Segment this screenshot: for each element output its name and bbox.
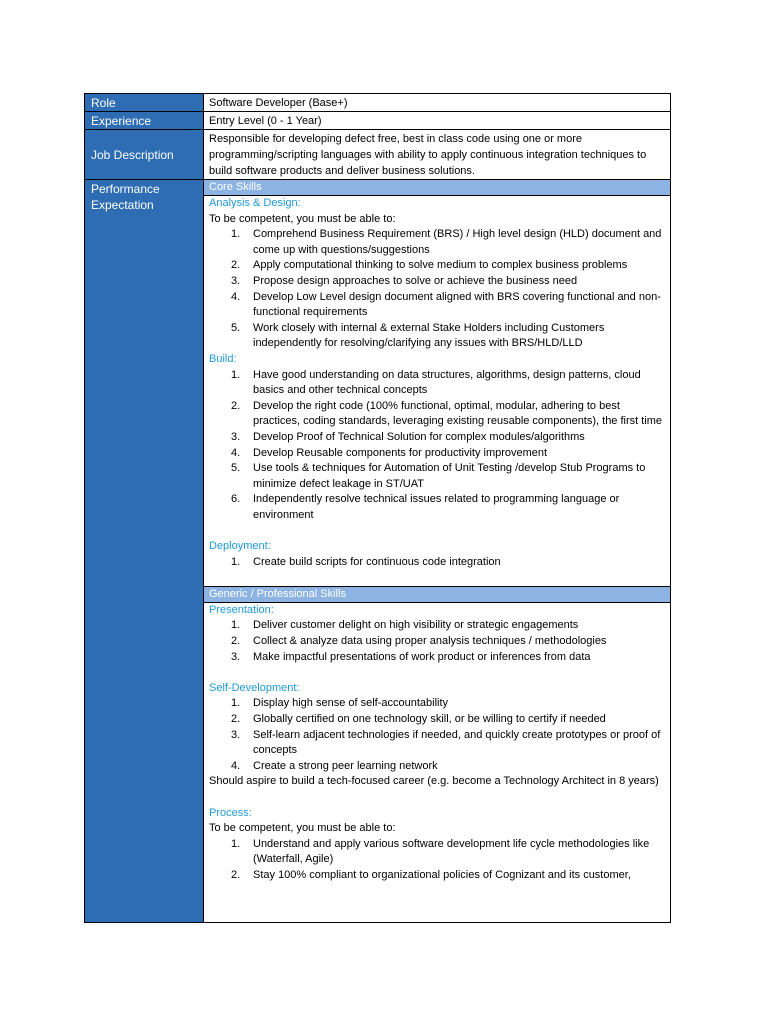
performance-expectation-value bbox=[204, 180, 670, 922]
list-item bbox=[209, 227, 665, 258]
performance-expectation-label bbox=[85, 180, 204, 922]
self-development-heading: Self-Development: bbox=[209, 681, 300, 694]
core-skills-body bbox=[204, 196, 670, 586]
list-item-number: 2. bbox=[231, 635, 241, 648]
list-item-text: Propose design approaches to solve or achieve the business need bbox=[253, 274, 578, 287]
list-item-number: 1. bbox=[231, 228, 241, 241]
role-label: Role bbox=[85, 94, 204, 112]
generic-skills-header: Generic / Professional Skills bbox=[204, 586, 670, 603]
job-description-value: Responsible for developing defect free, best in class code using one or more programming/scripting languages with ability to apply continuous integration techniques to build software products and deliver business solutions. bbox=[204, 130, 670, 180]
list-item-number: 2. bbox=[231, 713, 241, 725]
list-item bbox=[209, 492, 665, 523]
experience-label: Experience bbox=[85, 112, 204, 130]
list-item bbox=[209, 555, 665, 571]
list-item-text: Develop Proof of Technical Solution for complex modules/algorithms bbox=[253, 430, 585, 443]
list-item-number: 1. bbox=[231, 697, 241, 710]
deployment-heading: Deployment: bbox=[209, 540, 271, 553]
list-item bbox=[209, 868, 665, 884]
list-item-number: 2. bbox=[231, 868, 241, 881]
list-item bbox=[209, 290, 665, 321]
list-item bbox=[209, 274, 665, 290]
list-item-text: Collect & analyze data using proper analysis techniques / methodologies bbox=[253, 635, 607, 648]
list-item-text: Develop the right code (100% functional, optimal, modular, adhering to best practices, coding standards, leveraging existing reusable components), the first time bbox=[253, 399, 663, 428]
list-item bbox=[209, 368, 665, 399]
list-item-text: Have good understanding on data structures, algorithms, design patterns, cloud basics and other technical concepts bbox=[253, 368, 641, 397]
list-item-number: 1. bbox=[231, 619, 241, 632]
presentation-list bbox=[209, 618, 665, 665]
generic-skills-body bbox=[204, 603, 670, 884]
list-item-text: Stay 100% compliant to organizational policies of Cognizant and its customer, bbox=[253, 868, 631, 881]
list-item bbox=[209, 650, 665, 666]
list-item-number: 1. bbox=[231, 368, 241, 381]
list-item-text: Use tools & techniques for Automation of Unit Testing /develop Stub Programs to minimize defect leakage in ST/UAT bbox=[253, 462, 646, 490]
experience-value: Entry Level (0 - 1 Year) bbox=[204, 112, 670, 130]
list-item bbox=[209, 321, 665, 352]
process-heading: Process: bbox=[209, 806, 252, 819]
list-item bbox=[209, 712, 665, 728]
list-item-text: Independently resolve technical issues related to programming language or environment bbox=[253, 493, 620, 521]
list-item-text: Apply computational thinking to solve medium to complex business problems bbox=[253, 259, 628, 272]
list-item-number: 3. bbox=[231, 728, 241, 741]
list-item-text: Work closely with internal & external Stake Holders including Customers independently for resolving/clarifying any issues with BRS/HLD/LLD bbox=[253, 321, 605, 350]
performance-expectation-label-text: Performance Expectation bbox=[91, 182, 160, 212]
list-item bbox=[209, 618, 665, 634]
list-item-number: 3. bbox=[231, 650, 241, 663]
job-description-label-text: Job Description bbox=[91, 147, 174, 162]
list-item-number: 4. bbox=[231, 759, 241, 772]
role-value: Software Developer (Base+) bbox=[204, 94, 670, 112]
list-item bbox=[209, 258, 665, 274]
presentation-heading: Presentation: bbox=[209, 603, 274, 616]
spacer bbox=[209, 790, 665, 806]
list-item bbox=[209, 399, 665, 430]
list-item-text: Develop Low Level design document aligned with BRS covering functional and non-functional requirements bbox=[253, 290, 661, 319]
list-item-text: Make impactful presentations of work product or inferences from data bbox=[253, 650, 591, 663]
list-item-text: Deliver customer delight on high visibility or strategic engagements bbox=[253, 619, 579, 632]
process-list bbox=[209, 837, 665, 884]
list-item-number: 5. bbox=[231, 321, 241, 334]
list-item-number: 4. bbox=[231, 290, 241, 303]
list-item-number: 6. bbox=[231, 493, 241, 506]
analysis-intro: To be competent, you must be able to: bbox=[209, 212, 396, 225]
job-role-table bbox=[84, 93, 671, 923]
list-item-number: 4. bbox=[231, 446, 241, 459]
list-item-number: 2. bbox=[231, 399, 241, 412]
spacer bbox=[209, 523, 665, 539]
list-item-number: 5. bbox=[231, 462, 241, 475]
list-item-text: Comprehend Business Requirement (BRS) / High level design (HLD) document and come up with questions/suggestions bbox=[253, 228, 662, 256]
spacer bbox=[209, 570, 665, 586]
list-item bbox=[209, 696, 665, 712]
list-item-number: 3. bbox=[231, 274, 241, 287]
process-intro: To be competent, you must be able to: bbox=[209, 822, 396, 835]
list-item-text: Develop Reusable components for productivity improvement bbox=[253, 446, 548, 459]
analysis-list bbox=[209, 227, 665, 352]
list-item bbox=[209, 430, 665, 446]
list-item bbox=[209, 728, 665, 759]
list-item-number: 3. bbox=[231, 430, 241, 443]
self-development-note: Should aspire to build a tech-focused career (e.g. become a Technology Architect in 8 years) bbox=[209, 775, 659, 788]
list-item-text: Create a strong peer learning network bbox=[253, 759, 438, 772]
list-item-text: Display high sense of self-accountability bbox=[253, 697, 449, 710]
list-item bbox=[209, 759, 665, 775]
analysis-design-heading: Analysis & Design: bbox=[209, 197, 301, 209]
spacer bbox=[209, 665, 665, 681]
list-item-number: 1. bbox=[231, 555, 241, 568]
list-item bbox=[209, 446, 665, 462]
list-item bbox=[209, 634, 665, 650]
build-list bbox=[209, 368, 665, 524]
list-item-number: 2. bbox=[231, 259, 241, 272]
core-skills-header: Core Skills bbox=[204, 180, 670, 196]
deployment-list bbox=[209, 555, 665, 571]
list-item bbox=[209, 837, 665, 868]
list-item-text: Create build scripts for continuous code integration bbox=[253, 555, 501, 568]
list-item-text: Self-learn adjacent technologies if needed, and quickly create prototypes or proof of concepts bbox=[253, 728, 661, 757]
list-item-text: Globally certified on one technology skill, or be willing to certify if needed bbox=[253, 713, 606, 725]
list-item-number: 1. bbox=[231, 837, 241, 850]
list-item-text: Understand and apply various software development life cycle methodologies like (Waterfall, Agile) bbox=[253, 837, 650, 866]
list-item bbox=[209, 461, 665, 492]
self-development-list bbox=[209, 696, 665, 774]
build-heading: Build: bbox=[209, 352, 237, 365]
job-description-label bbox=[85, 130, 204, 180]
